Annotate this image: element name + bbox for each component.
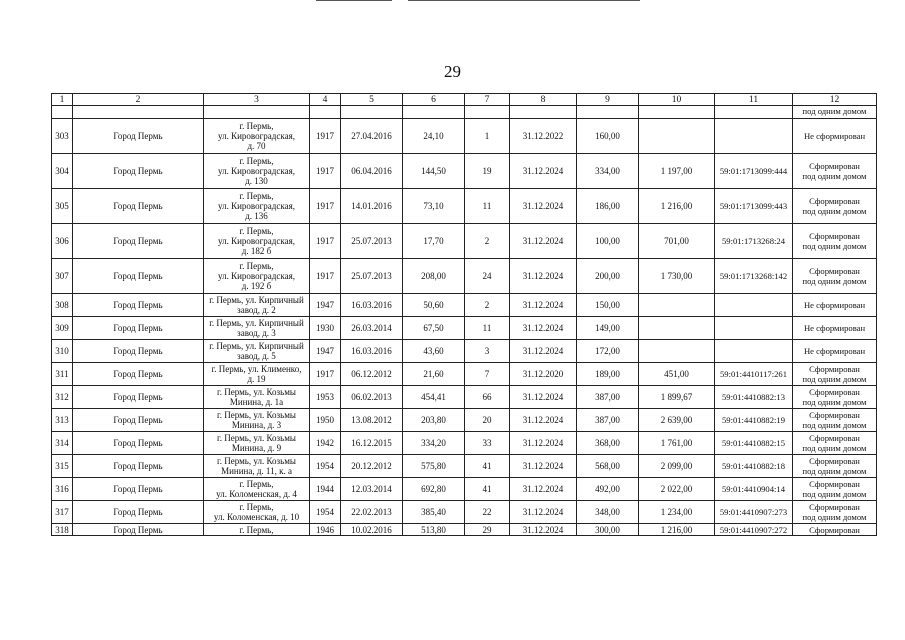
- area-cell: 67,50: [403, 317, 465, 340]
- address-line: Минина, д. 3: [231, 420, 282, 430]
- status-line: Не сформирован: [803, 323, 866, 333]
- address-line: г. Пермь,: [239, 502, 274, 512]
- value2-cell: [639, 340, 715, 363]
- value1-cell: 172,00: [577, 340, 639, 363]
- table-row: [52, 501, 877, 524]
- address-cell: [204, 119, 310, 154]
- count-cell: 41: [465, 455, 510, 478]
- area-cell: 513,80: [403, 524, 465, 536]
- address-line: г. Пермь,: [239, 479, 274, 489]
- top-rule-left: [316, 0, 392, 1]
- table-row: [52, 224, 877, 259]
- municipality-cell: Город Пермь: [73, 478, 204, 501]
- value1-cell: 492,00: [577, 478, 639, 501]
- address-line: д. 19: [247, 374, 266, 384]
- deadline-cell: 31.12.2024: [510, 524, 577, 536]
- year-cell: 1917: [310, 224, 341, 259]
- address-cell: [204, 501, 310, 524]
- count-cell: 22: [465, 501, 510, 524]
- cadastral-cell: 59:01:4410117:261: [715, 363, 793, 386]
- cadastral-cell: 59:01:4410904:14: [715, 478, 793, 501]
- year-cell: 1954: [310, 501, 341, 524]
- value2-cell: 701,00: [639, 224, 715, 259]
- status-cell: [793, 119, 877, 154]
- status-line: Сформирован: [809, 387, 860, 397]
- address-cell: [204, 189, 310, 224]
- area-cell: 73,10: [403, 189, 465, 224]
- status-cell: [793, 432, 877, 455]
- date-cell: 25.07.2013: [341, 259, 403, 294]
- year-cell: 1917: [310, 189, 341, 224]
- value2-cell: 1 216,00: [639, 189, 715, 224]
- area-cell: 17,70: [403, 224, 465, 259]
- value1-cell: 334,00: [577, 154, 639, 189]
- address-cell: [204, 363, 310, 386]
- value1-cell: 568,00: [577, 455, 639, 478]
- deadline-cell: 31.12.2024: [510, 294, 577, 317]
- date-cell: 06.02.2013: [341, 386, 403, 409]
- address-line: д. 70: [247, 141, 266, 151]
- status-cell: [793, 154, 877, 189]
- municipality-cell: Город Пермь: [73, 363, 204, 386]
- address-cell: [204, 224, 310, 259]
- address-line: д. 182 б: [241, 246, 272, 256]
- cadastral-cell: [715, 317, 793, 340]
- count-cell: 41: [465, 478, 510, 501]
- address-line: Минина, д. 11, к. а: [221, 466, 292, 476]
- value1-cell: 186,00: [577, 189, 639, 224]
- municipality-cell: Город Пермь: [73, 189, 204, 224]
- address-line: г. Пермь, ул. Кирпичный: [209, 295, 304, 305]
- deadline-cell: 31.12.2022: [510, 119, 577, 154]
- value1-cell: 300,00: [577, 524, 639, 536]
- municipality-cell: Город Пермь: [73, 154, 204, 189]
- row-number: 303: [52, 119, 73, 154]
- table-row: [52, 317, 877, 340]
- carry-over-status: под одним домом: [793, 106, 877, 119]
- status-cell: [793, 294, 877, 317]
- status-line: Сформирован: [809, 231, 860, 241]
- status-line: Сформирован: [809, 364, 860, 374]
- area-cell: 208,00: [403, 259, 465, 294]
- area-cell: 454,41: [403, 386, 465, 409]
- year-cell: 1954: [310, 455, 341, 478]
- row-number: 309: [52, 317, 73, 340]
- address-line: ул. Кировоградская,: [218, 271, 295, 281]
- cadastral-cell: 59:01:1713268:24: [715, 224, 793, 259]
- status-line: под одним домом: [802, 489, 867, 499]
- area-cell: 203,80: [403, 409, 465, 432]
- value1-cell: 149,00: [577, 317, 639, 340]
- status-cell: [793, 455, 877, 478]
- year-cell: 1917: [310, 259, 341, 294]
- municipality-cell: Город Пермь: [73, 524, 204, 536]
- address-line: завод, д. 2: [237, 305, 276, 315]
- count-cell: 11: [465, 317, 510, 340]
- row-number: 316: [52, 478, 73, 501]
- area-cell: 334,20: [403, 432, 465, 455]
- table-row: [52, 478, 877, 501]
- cadastral-cell: 59:01:1713268:142: [715, 259, 793, 294]
- address-line: г. Пермь, ул. Козьмы: [217, 456, 296, 466]
- table-row: [52, 340, 877, 363]
- status-line: Сформирован: [809, 266, 860, 276]
- address-cell: [204, 294, 310, 317]
- table-row: [52, 119, 877, 154]
- address-line: завод, д. 3: [237, 328, 276, 338]
- column-number-row: [52, 94, 877, 106]
- address-cell: [204, 432, 310, 455]
- area-cell: 24,10: [403, 119, 465, 154]
- count-cell: 20: [465, 409, 510, 432]
- status-line: под одним домом: [802, 466, 867, 476]
- municipality-cell: Город Пермь: [73, 294, 204, 317]
- address-line: г. Пермь, ул. Козьмы: [217, 387, 296, 397]
- date-cell: 12.03.2014: [341, 478, 403, 501]
- status-cell: [793, 224, 877, 259]
- municipality-cell: Город Пермь: [73, 432, 204, 455]
- value2-cell: 1 197,00: [639, 154, 715, 189]
- status-line: Не сформирован: [803, 346, 866, 356]
- date-cell: 26.03.2014: [341, 317, 403, 340]
- deadline-cell: 31.12.2024: [510, 386, 577, 409]
- table-row: [52, 294, 877, 317]
- status-line: под одним домом: [802, 171, 867, 181]
- status-line: Сформирован: [809, 196, 860, 206]
- row-number: 307: [52, 259, 73, 294]
- address-line: д. 136: [245, 211, 268, 221]
- value2-cell: [639, 294, 715, 317]
- deadline-cell: 31.12.2024: [510, 189, 577, 224]
- status-line: Сформирован: [809, 524, 860, 535]
- cadastral-cell: 59:01:4410907:272: [715, 524, 793, 536]
- municipality-cell: Город Пермь: [73, 259, 204, 294]
- date-cell: 16.12.2015: [341, 432, 403, 455]
- area-cell: 50,60: [403, 294, 465, 317]
- column-header: 9: [577, 94, 639, 106]
- row-number: 310: [52, 340, 73, 363]
- count-cell: 66: [465, 386, 510, 409]
- column-header: 7: [465, 94, 510, 106]
- status-line: Сформирован: [809, 410, 860, 420]
- status-line: Не сформирован: [803, 300, 866, 310]
- address-line: г. Пермь,: [239, 226, 274, 236]
- deadline-cell: 31.12.2024: [510, 455, 577, 478]
- address-cell: [204, 386, 310, 409]
- count-cell: 2: [465, 224, 510, 259]
- count-cell: 19: [465, 154, 510, 189]
- address-line: Минина, д. 9: [231, 443, 282, 453]
- cadastral-cell: 59:01:4410882:15: [715, 432, 793, 455]
- deadline-cell: 31.12.2024: [510, 432, 577, 455]
- address-line: завод, д. 5: [237, 351, 276, 361]
- top-rule-right: [408, 0, 640, 1]
- address-line: г. Пермь,: [239, 261, 274, 271]
- date-cell: 06.04.2016: [341, 154, 403, 189]
- column-header: 5: [341, 94, 403, 106]
- status-line: Сформирован: [809, 456, 860, 466]
- value1-cell: 160,00: [577, 119, 639, 154]
- year-cell: 1944: [310, 478, 341, 501]
- value2-cell: 2 022,00: [639, 478, 715, 501]
- column-header: 2: [73, 94, 204, 106]
- address-line: г. Пермь,: [239, 121, 274, 131]
- column-header: 12: [793, 94, 877, 106]
- table-row: [52, 455, 877, 478]
- status-cell: [793, 524, 877, 536]
- status-cell: [793, 189, 877, 224]
- address-line: д. 192 б: [241, 281, 272, 291]
- date-cell: 25.07.2013: [341, 224, 403, 259]
- value2-cell: 2 639,00: [639, 409, 715, 432]
- column-header: 4: [310, 94, 341, 106]
- value1-cell: 348,00: [577, 501, 639, 524]
- date-cell: 20.12.2012: [341, 455, 403, 478]
- year-cell: 1917: [310, 363, 341, 386]
- municipality-cell: Город Пермь: [73, 386, 204, 409]
- address-cell: [204, 478, 310, 501]
- table-row: [52, 386, 877, 409]
- table-row: [52, 189, 877, 224]
- address-line: ул. Кировоградская,: [218, 131, 295, 141]
- value1-cell: 387,00: [577, 386, 639, 409]
- value1-cell: 200,00: [577, 259, 639, 294]
- status-cell: [793, 363, 877, 386]
- year-cell: 1917: [310, 119, 341, 154]
- area-cell: 692,80: [403, 478, 465, 501]
- row-number: 308: [52, 294, 73, 317]
- status-line: под одним домом: [802, 397, 867, 407]
- status-line: Сформирован: [809, 161, 860, 171]
- address-cell: [204, 524, 310, 536]
- cadastral-cell: 59:01:4410907:273: [715, 501, 793, 524]
- address-line: г. Пермь, ул. Кирпичный: [209, 341, 304, 351]
- column-header: 8: [510, 94, 577, 106]
- cadastral-cell: 59:01:1713099:443: [715, 189, 793, 224]
- row-number: 305: [52, 189, 73, 224]
- date-cell: 14.01.2016: [341, 189, 403, 224]
- value2-cell: 1 899,67: [639, 386, 715, 409]
- cadastral-cell: 59:01:4410882:13: [715, 386, 793, 409]
- row-number: 304: [52, 154, 73, 189]
- value2-cell: 1 216,00: [639, 524, 715, 536]
- count-cell: 33: [465, 432, 510, 455]
- deadline-cell: 31.12.2024: [510, 501, 577, 524]
- address-cell: [204, 259, 310, 294]
- year-cell: 1917: [310, 154, 341, 189]
- status-line: под одним домом: [802, 241, 867, 251]
- date-cell: 06.12.2012: [341, 363, 403, 386]
- column-header: 10: [639, 94, 715, 106]
- municipality-cell: Город Пермь: [73, 224, 204, 259]
- municipality-cell: Город Пермь: [73, 340, 204, 363]
- address-line: г. Пермь,: [239, 156, 274, 166]
- address-line: ул. Кировоградская,: [218, 166, 295, 176]
- deadline-cell: 31.12.2024: [510, 340, 577, 363]
- table-row: [52, 363, 877, 386]
- cadastral-cell: 59:01:4410882:18: [715, 455, 793, 478]
- address-line: ул. Коломенская, д. 4: [216, 489, 297, 499]
- year-cell: 1930: [310, 317, 341, 340]
- table-row: [52, 524, 877, 536]
- status-line: Сформирован: [809, 502, 860, 512]
- address-line: г. Пермь, ул. Козьмы: [217, 433, 296, 443]
- year-cell: 1947: [310, 294, 341, 317]
- date-cell: 27.04.2016: [341, 119, 403, 154]
- deadline-cell: 31.12.2024: [510, 317, 577, 340]
- row-number: 312: [52, 386, 73, 409]
- carry-over-row: [52, 106, 877, 119]
- area-cell: 144,50: [403, 154, 465, 189]
- status-line: Сформирован: [809, 433, 860, 443]
- column-header: 1: [52, 94, 73, 106]
- status-cell: [793, 340, 877, 363]
- deadline-cell: 31.12.2024: [510, 478, 577, 501]
- status-cell: [793, 386, 877, 409]
- count-cell: 24: [465, 259, 510, 294]
- area-cell: 575,80: [403, 455, 465, 478]
- municipality-cell: Город Пермь: [73, 501, 204, 524]
- status-line: под одним домом: [802, 276, 867, 286]
- date-cell: 13.08.2012: [341, 409, 403, 432]
- status-line: Не сформирован: [803, 131, 866, 141]
- table-row: [52, 259, 877, 294]
- deadline-cell: 31.12.2024: [510, 259, 577, 294]
- column-header: 11: [715, 94, 793, 106]
- status-cell: [793, 259, 877, 294]
- status-line: под одним домом: [802, 206, 867, 216]
- address-line: ул. Кировоградская,: [218, 201, 295, 211]
- status-cell: [793, 501, 877, 524]
- municipality-cell: Город Пермь: [73, 119, 204, 154]
- value2-cell: [639, 119, 715, 154]
- area-cell: 21,60: [403, 363, 465, 386]
- cadastral-cell: 59:01:4410882:19: [715, 409, 793, 432]
- count-cell: 7: [465, 363, 510, 386]
- value2-cell: 1 730,00: [639, 259, 715, 294]
- address-cell: [204, 340, 310, 363]
- row-number: 318: [52, 524, 73, 536]
- status-line: под одним домом: [802, 374, 867, 384]
- year-cell: 1950: [310, 409, 341, 432]
- row-number: 313: [52, 409, 73, 432]
- municipality-cell: Город Пермь: [73, 409, 204, 432]
- year-cell: 1946: [310, 524, 341, 536]
- value1-cell: 189,00: [577, 363, 639, 386]
- status-cell: [793, 478, 877, 501]
- address-line: Минина, д. 1а: [229, 397, 284, 407]
- address-line: г. Пермь, ул. Кирпичный: [209, 318, 304, 328]
- address-cell: [204, 409, 310, 432]
- area-cell: 43,60: [403, 340, 465, 363]
- count-cell: 3: [465, 340, 510, 363]
- column-header: 3: [204, 94, 310, 106]
- row-number: 311: [52, 363, 73, 386]
- status-line: под одним домом: [802, 512, 867, 522]
- cadastral-cell: 59:01:1713099:444: [715, 154, 793, 189]
- row-number: 314: [52, 432, 73, 455]
- address-line: г. Пермь, ул. Козьмы: [217, 410, 296, 420]
- table-row: [52, 409, 877, 432]
- column-header: 6: [403, 94, 465, 106]
- deadline-cell: 31.12.2024: [510, 409, 577, 432]
- status-line: под одним домом: [802, 443, 867, 453]
- address-line: ул. Кировоградская,: [218, 236, 295, 246]
- address-line: г. Пермь,: [239, 191, 274, 201]
- row-number: 306: [52, 224, 73, 259]
- value1-cell: 150,00: [577, 294, 639, 317]
- cadastral-cell: [715, 119, 793, 154]
- value1-cell: 387,00: [577, 409, 639, 432]
- status-line: Сформирован: [809, 479, 860, 489]
- row-number: 315: [52, 455, 73, 478]
- status-cell: [793, 409, 877, 432]
- area-cell: 385,40: [403, 501, 465, 524]
- municipality-cell: Город Пермь: [73, 455, 204, 478]
- registry-table: [51, 93, 877, 536]
- table-row: [52, 154, 877, 189]
- municipality-cell: Город Пермь: [73, 317, 204, 340]
- value1-cell: 100,00: [577, 224, 639, 259]
- date-cell: 16.03.2016: [341, 340, 403, 363]
- address-line: ул. Коломенская, д. 10: [213, 512, 300, 522]
- count-cell: 1: [465, 119, 510, 154]
- count-cell: 11: [465, 189, 510, 224]
- deadline-cell: 31.12.2024: [510, 224, 577, 259]
- page-number: 29: [444, 62, 461, 81]
- cadastral-cell: [715, 340, 793, 363]
- date-cell: 16.03.2016: [341, 294, 403, 317]
- address-line: г. Пермь, ул. Клименко,: [211, 364, 302, 374]
- table-row: [52, 432, 877, 455]
- address-cell: [204, 455, 310, 478]
- deadline-cell: 31.12.2020: [510, 363, 577, 386]
- value1-cell: 368,00: [577, 432, 639, 455]
- status-line: под одним домом: [802, 420, 867, 430]
- value2-cell: [639, 317, 715, 340]
- year-cell: 1942: [310, 432, 341, 455]
- year-cell: 1953: [310, 386, 341, 409]
- address-cell: [204, 154, 310, 189]
- address-line: д. 130: [245, 176, 268, 186]
- status-cell: [793, 317, 877, 340]
- value2-cell: 2 099,00: [639, 455, 715, 478]
- deadline-cell: 31.12.2024: [510, 154, 577, 189]
- address-line: г. Пермь,: [239, 524, 274, 535]
- value2-cell: 451,00: [639, 363, 715, 386]
- count-cell: 2: [465, 294, 510, 317]
- date-cell: 22.02.2013: [341, 501, 403, 524]
- year-cell: 1947: [310, 340, 341, 363]
- cadastral-cell: [715, 294, 793, 317]
- row-number: 317: [52, 501, 73, 524]
- value2-cell: 1 761,00: [639, 432, 715, 455]
- value2-cell: 1 234,00: [639, 501, 715, 524]
- address-cell: [204, 317, 310, 340]
- date-cell: 10.02.2016: [341, 524, 403, 536]
- count-cell: 29: [465, 524, 510, 536]
